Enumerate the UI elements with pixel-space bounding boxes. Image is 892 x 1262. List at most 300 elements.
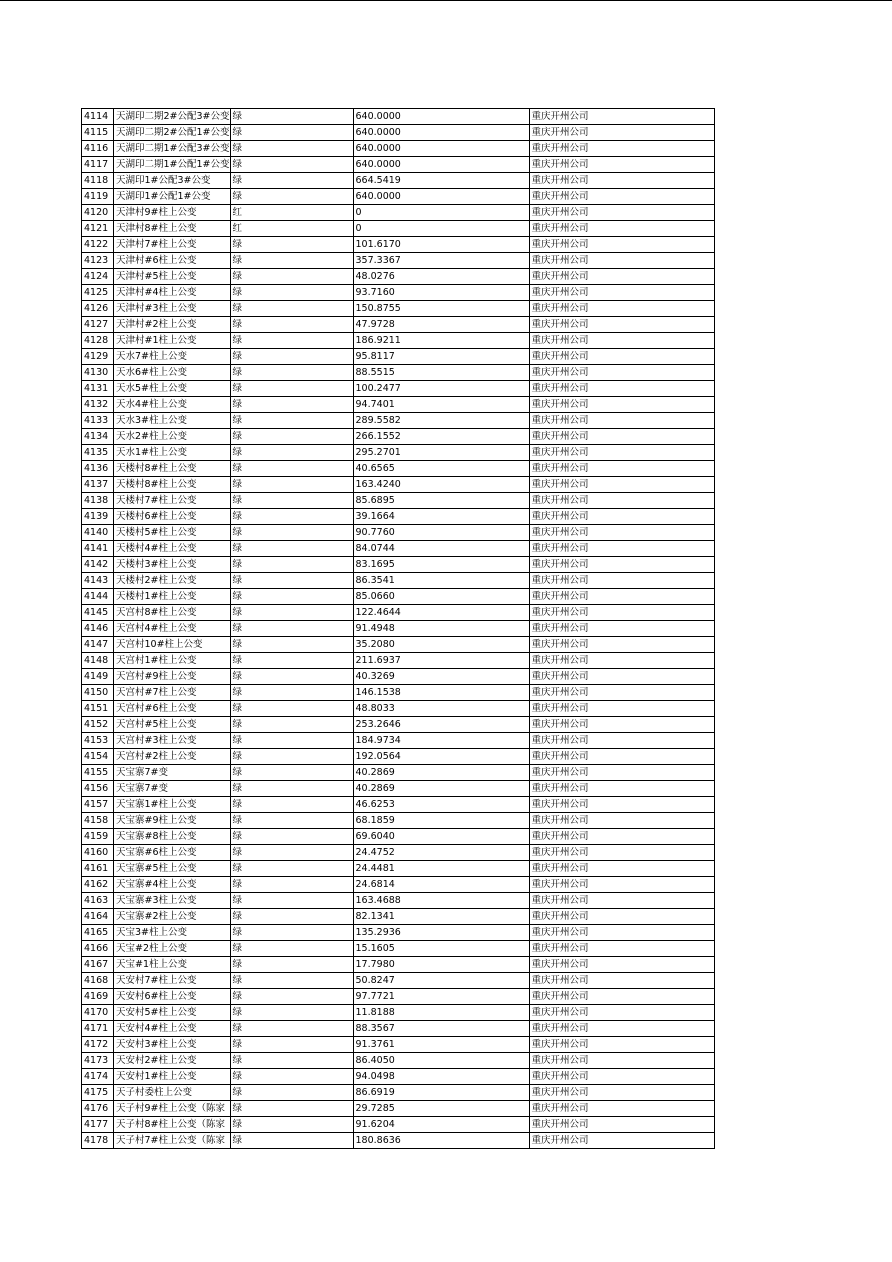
value-cell: 640.0000 xyxy=(353,189,529,205)
row-id-cell: 4123 xyxy=(82,253,114,269)
row-id-cell: 4155 xyxy=(82,765,114,781)
table-row xyxy=(82,733,715,749)
page-top-border xyxy=(0,0,892,1)
table-row xyxy=(82,285,715,301)
row-id-cell: 4171 xyxy=(82,1021,114,1037)
status-cell: 绿 xyxy=(230,573,353,589)
company-cell: 重庆开州公司 xyxy=(529,557,714,573)
value-cell: 40.6565 xyxy=(353,461,529,477)
transformer-name-cell: 天宫村#5柱上公变 xyxy=(114,717,231,733)
company-cell: 重庆开州公司 xyxy=(529,349,714,365)
status-cell: 绿 xyxy=(230,701,353,717)
row-id-cell: 4161 xyxy=(82,861,114,877)
value-cell: 83.1695 xyxy=(353,557,529,573)
status-cell: 绿 xyxy=(230,541,353,557)
status-cell: 绿 xyxy=(230,749,353,765)
transformer-name-cell: 天楼村4#柱上公变 xyxy=(114,541,231,557)
table-row xyxy=(82,957,715,973)
row-id-cell: 4151 xyxy=(82,701,114,717)
table-row xyxy=(82,1085,715,1101)
value-cell: 68.1859 xyxy=(353,813,529,829)
table-row xyxy=(82,989,715,1005)
row-id-cell: 4163 xyxy=(82,893,114,909)
value-cell: 86.6919 xyxy=(353,1085,529,1101)
transformer-name-cell: 天宝寨#8柱上公变 xyxy=(114,829,231,845)
status-cell: 绿 xyxy=(230,1085,353,1101)
status-cell: 绿 xyxy=(230,269,353,285)
transformer-name-cell: 天楼村1#柱上公变 xyxy=(114,589,231,605)
row-id-cell: 4126 xyxy=(82,301,114,317)
row-id-cell: 4148 xyxy=(82,653,114,669)
row-id-cell: 4165 xyxy=(82,925,114,941)
status-cell: 绿 xyxy=(230,685,353,701)
transformer-name-cell: 天宫村#2柱上公变 xyxy=(114,749,231,765)
company-cell: 重庆开州公司 xyxy=(529,173,714,189)
table-row xyxy=(82,653,715,669)
table-row xyxy=(82,269,715,285)
status-cell: 绿 xyxy=(230,1101,353,1117)
value-cell: 266.1552 xyxy=(353,429,529,445)
value-cell: 0 xyxy=(353,221,529,237)
transformer-name-cell: 天宫村1#柱上公变 xyxy=(114,653,231,669)
company-cell: 重庆开州公司 xyxy=(529,509,714,525)
value-cell: 29.7285 xyxy=(353,1101,529,1117)
table-row xyxy=(82,397,715,413)
status-cell: 绿 xyxy=(230,845,353,861)
value-cell: 97.7721 xyxy=(353,989,529,1005)
row-id-cell: 4153 xyxy=(82,733,114,749)
row-id-cell: 4140 xyxy=(82,525,114,541)
company-cell: 重庆开州公司 xyxy=(529,1101,714,1117)
transformer-name-cell: 天楼村8#柱上公变 xyxy=(114,461,231,477)
row-id-cell: 4174 xyxy=(82,1069,114,1085)
status-cell: 绿 xyxy=(230,653,353,669)
transformer-name-cell: 天津村9#柱上公变 xyxy=(114,205,231,221)
company-cell: 重庆开州公司 xyxy=(529,1117,714,1133)
company-cell: 重庆开州公司 xyxy=(529,381,714,397)
company-cell: 重庆开州公司 xyxy=(529,989,714,1005)
table-row xyxy=(82,1117,715,1133)
transformer-name-cell: 天津村#5柱上公变 xyxy=(114,269,231,285)
transformer-name-cell: 天津村8#柱上公变 xyxy=(114,221,231,237)
company-cell: 重庆开州公司 xyxy=(529,605,714,621)
value-cell: 90.7760 xyxy=(353,525,529,541)
transformer-name-cell: 天宝寨#3柱上公变 xyxy=(114,893,231,909)
company-cell: 重庆开州公司 xyxy=(529,477,714,493)
transformer-name-cell: 天宫村#7柱上公变 xyxy=(114,685,231,701)
value-cell: 17.7980 xyxy=(353,957,529,973)
status-cell: 绿 xyxy=(230,1021,353,1037)
row-id-cell: 4160 xyxy=(82,845,114,861)
value-cell: 95.8117 xyxy=(353,349,529,365)
row-id-cell: 4118 xyxy=(82,173,114,189)
table-row xyxy=(82,685,715,701)
table-row xyxy=(82,605,715,621)
row-id-cell: 4132 xyxy=(82,397,114,413)
table-row xyxy=(82,893,715,909)
value-cell: 91.6204 xyxy=(353,1117,529,1133)
transformer-name-cell: 天津村#2柱上公变 xyxy=(114,317,231,333)
transformer-name-cell: 天宫村#3柱上公变 xyxy=(114,733,231,749)
value-cell: 289.5582 xyxy=(353,413,529,429)
company-cell: 重庆开州公司 xyxy=(529,637,714,653)
status-cell: 绿 xyxy=(230,621,353,637)
table-row xyxy=(82,1037,715,1053)
status-cell: 绿 xyxy=(230,445,353,461)
table-row xyxy=(82,205,715,221)
value-cell: 163.4240 xyxy=(353,477,529,493)
company-cell: 重庆开州公司 xyxy=(529,813,714,829)
value-cell: 180.8636 xyxy=(353,1133,529,1149)
table-row xyxy=(82,973,715,989)
transformer-name-cell: 天宝寨#6柱上公变 xyxy=(114,845,231,861)
value-cell: 24.4752 xyxy=(353,845,529,861)
transformer-name-cell: 天安村2#柱上公变 xyxy=(114,1053,231,1069)
value-cell: 11.8188 xyxy=(353,1005,529,1021)
transformer-name-cell: 天宫村4#柱上公变 xyxy=(114,621,231,637)
table-row xyxy=(82,509,715,525)
value-cell: 40.3269 xyxy=(353,669,529,685)
table-row xyxy=(82,765,715,781)
transformer-name-cell: 天湖印1#公配3#公变 xyxy=(114,173,231,189)
transformer-name-cell: 天水7#柱上公变 xyxy=(114,349,231,365)
transformer-name-cell: 天宝寨#4柱上公变 xyxy=(114,877,231,893)
transformer-name-cell: 天楼村6#柱上公变 xyxy=(114,509,231,525)
transformer-name-cell: 天宝寨7#变 xyxy=(114,781,231,797)
value-cell: 163.4688 xyxy=(353,893,529,909)
row-id-cell: 4136 xyxy=(82,461,114,477)
transformer-name-cell: 天楼村5#柱上公变 xyxy=(114,525,231,541)
value-cell: 135.2936 xyxy=(353,925,529,941)
row-id-cell: 4144 xyxy=(82,589,114,605)
row-id-cell: 4147 xyxy=(82,637,114,653)
row-id-cell: 4131 xyxy=(82,381,114,397)
value-cell: 88.3567 xyxy=(353,1021,529,1037)
company-cell: 重庆开州公司 xyxy=(529,317,714,333)
company-cell: 重庆开州公司 xyxy=(529,525,714,541)
status-cell: 绿 xyxy=(230,1037,353,1053)
company-cell: 重庆开州公司 xyxy=(529,829,714,845)
company-cell: 重庆开州公司 xyxy=(529,141,714,157)
row-id-cell: 4167 xyxy=(82,957,114,973)
transformer-name-cell: 天湖印二期2#公配3#公变 xyxy=(114,109,231,125)
value-cell: 211.6937 xyxy=(353,653,529,669)
company-cell: 重庆开州公司 xyxy=(529,301,714,317)
status-cell: 绿 xyxy=(230,397,353,413)
row-id-cell: 4139 xyxy=(82,509,114,525)
status-cell: 绿 xyxy=(230,525,353,541)
table-row xyxy=(82,253,715,269)
row-id-cell: 4115 xyxy=(82,125,114,141)
table-row xyxy=(82,541,715,557)
row-id-cell: 4175 xyxy=(82,1085,114,1101)
company-cell: 重庆开州公司 xyxy=(529,797,714,813)
value-cell: 357.3367 xyxy=(353,253,529,269)
value-cell: 295.2701 xyxy=(353,445,529,461)
transformer-name-cell: 天安村4#柱上公变 xyxy=(114,1021,231,1037)
company-cell: 重庆开州公司 xyxy=(529,1037,714,1053)
row-id-cell: 4158 xyxy=(82,813,114,829)
transformer-name-cell: 天安村6#柱上公变 xyxy=(114,989,231,1005)
row-id-cell: 4127 xyxy=(82,317,114,333)
company-cell: 重庆开州公司 xyxy=(529,685,714,701)
status-cell: 绿 xyxy=(230,989,353,1005)
value-cell: 69.6040 xyxy=(353,829,529,845)
status-cell: 绿 xyxy=(230,509,353,525)
status-cell: 绿 xyxy=(230,1053,353,1069)
status-cell: 绿 xyxy=(230,589,353,605)
transformer-name-cell: 天宝寨#2柱上公变 xyxy=(114,909,231,925)
status-cell: 绿 xyxy=(230,109,353,125)
row-id-cell: 4142 xyxy=(82,557,114,573)
status-cell: 绿 xyxy=(230,461,353,477)
table-row xyxy=(82,413,715,429)
company-cell: 重庆开州公司 xyxy=(529,253,714,269)
value-cell: 186.9211 xyxy=(353,333,529,349)
row-id-cell: 4117 xyxy=(82,157,114,173)
transformer-name-cell: 天楼村8#柱上公变 xyxy=(114,477,231,493)
status-cell: 绿 xyxy=(230,1117,353,1133)
status-cell: 绿 xyxy=(230,365,353,381)
row-id-cell: 4116 xyxy=(82,141,114,157)
status-cell: 绿 xyxy=(230,733,353,749)
company-cell: 重庆开州公司 xyxy=(529,1005,714,1021)
value-cell: 46.6253 xyxy=(353,797,529,813)
transformer-name-cell: 天津村#4柱上公变 xyxy=(114,285,231,301)
transformer-name-cell: 天津村#3柱上公变 xyxy=(114,301,231,317)
company-cell: 重庆开州公司 xyxy=(529,445,714,461)
transformer-name-cell: 天安村5#柱上公变 xyxy=(114,1005,231,1021)
transformer-name-cell: 天子村委柱上公变 xyxy=(114,1085,231,1101)
value-cell: 91.3761 xyxy=(353,1037,529,1053)
transformer-name-cell: 天宫村8#柱上公变 xyxy=(114,605,231,621)
transformer-name-cell: 天水6#柱上公变 xyxy=(114,365,231,381)
company-cell: 重庆开州公司 xyxy=(529,493,714,509)
value-cell: 15.1605 xyxy=(353,941,529,957)
status-cell: 绿 xyxy=(230,285,353,301)
company-cell: 重庆开州公司 xyxy=(529,845,714,861)
table-row xyxy=(82,589,715,605)
value-cell: 640.0000 xyxy=(353,125,529,141)
status-cell: 绿 xyxy=(230,1005,353,1021)
status-cell: 绿 xyxy=(230,957,353,973)
value-cell: 82.1341 xyxy=(353,909,529,925)
table-row xyxy=(82,1021,715,1037)
value-cell: 150.8755 xyxy=(353,301,529,317)
row-id-cell: 4166 xyxy=(82,941,114,957)
company-cell: 重庆开州公司 xyxy=(529,461,714,477)
value-cell: 122.4644 xyxy=(353,605,529,621)
status-cell: 绿 xyxy=(230,333,353,349)
table-row xyxy=(82,173,715,189)
table-row xyxy=(82,493,715,509)
table-row xyxy=(82,845,715,861)
company-cell: 重庆开州公司 xyxy=(529,285,714,301)
company-cell: 重庆开州公司 xyxy=(529,365,714,381)
transformer-name-cell: 天安村7#柱上公变 xyxy=(114,973,231,989)
row-id-cell: 4145 xyxy=(82,605,114,621)
transformer-name-cell: 天宝#2柱上公变 xyxy=(114,941,231,957)
company-cell: 重庆开州公司 xyxy=(529,1069,714,1085)
transformer-name-cell: 天水2#柱上公变 xyxy=(114,429,231,445)
status-cell: 绿 xyxy=(230,717,353,733)
table-row xyxy=(82,429,715,445)
transformer-name-cell: 天安村1#柱上公变 xyxy=(114,1069,231,1085)
transformer-name-cell: 天宝寨#9柱上公变 xyxy=(114,813,231,829)
table-row xyxy=(82,221,715,237)
table-row xyxy=(82,1069,715,1085)
company-cell: 重庆开州公司 xyxy=(529,973,714,989)
transformer-name-cell: 天水1#柱上公变 xyxy=(114,445,231,461)
row-id-cell: 4178 xyxy=(82,1133,114,1149)
value-cell: 101.6170 xyxy=(353,237,529,253)
status-cell: 绿 xyxy=(230,861,353,877)
row-id-cell: 4122 xyxy=(82,237,114,253)
table-row xyxy=(82,381,715,397)
value-cell: 24.4481 xyxy=(353,861,529,877)
company-cell: 重庆开州公司 xyxy=(529,925,714,941)
transformer-name-cell: 天宝3#柱上公变 xyxy=(114,925,231,941)
value-cell: 40.2869 xyxy=(353,765,529,781)
company-cell: 重庆开州公司 xyxy=(529,653,714,669)
row-id-cell: 4119 xyxy=(82,189,114,205)
status-cell: 绿 xyxy=(230,413,353,429)
status-cell: 绿 xyxy=(230,669,353,685)
company-cell: 重庆开州公司 xyxy=(529,749,714,765)
company-cell: 重庆开州公司 xyxy=(529,861,714,877)
table-row xyxy=(82,477,715,493)
status-cell: 绿 xyxy=(230,189,353,205)
row-id-cell: 4129 xyxy=(82,349,114,365)
table-row xyxy=(82,573,715,589)
value-cell: 40.2869 xyxy=(353,781,529,797)
value-cell: 640.0000 xyxy=(353,157,529,173)
value-cell: 0 xyxy=(353,205,529,221)
value-cell: 640.0000 xyxy=(353,141,529,157)
transformer-name-cell: 天湖印二期2#公配1#公变 xyxy=(114,125,231,141)
table-row xyxy=(82,557,715,573)
transformer-name-cell: 天宫村10#柱上公变 xyxy=(114,637,231,653)
status-cell: 绿 xyxy=(230,125,353,141)
table-row xyxy=(82,349,715,365)
row-id-cell: 4128 xyxy=(82,333,114,349)
transformer-name-cell: 天子村7#柱上公变（陈家 xyxy=(114,1133,231,1149)
status-cell: 绿 xyxy=(230,941,353,957)
company-cell: 重庆开州公司 xyxy=(529,781,714,797)
status-cell: 绿 xyxy=(230,829,353,845)
row-id-cell: 4133 xyxy=(82,413,114,429)
status-cell: 绿 xyxy=(230,765,353,781)
row-id-cell: 4173 xyxy=(82,1053,114,1069)
row-id-cell: 4121 xyxy=(82,221,114,237)
transformer-name-cell: 天水4#柱上公变 xyxy=(114,397,231,413)
table-row xyxy=(82,1053,715,1069)
value-cell: 184.9734 xyxy=(353,733,529,749)
status-cell: 绿 xyxy=(230,493,353,509)
row-id-cell: 4157 xyxy=(82,797,114,813)
company-cell: 重庆开州公司 xyxy=(529,221,714,237)
transformer-name-cell: 天津村#6柱上公变 xyxy=(114,253,231,269)
table-row xyxy=(82,621,715,637)
value-cell: 93.7160 xyxy=(353,285,529,301)
company-cell: 重庆开州公司 xyxy=(529,589,714,605)
status-cell: 绿 xyxy=(230,781,353,797)
company-cell: 重庆开州公司 xyxy=(529,397,714,413)
row-id-cell: 4124 xyxy=(82,269,114,285)
row-id-cell: 4146 xyxy=(82,621,114,637)
table-row xyxy=(82,877,715,893)
table-row xyxy=(82,317,715,333)
status-cell: 绿 xyxy=(230,973,353,989)
status-cell: 绿 xyxy=(230,813,353,829)
company-cell: 重庆开州公司 xyxy=(529,957,714,973)
company-cell: 重庆开州公司 xyxy=(529,701,714,717)
transformer-name-cell: 天湖印二期1#公配1#公变 xyxy=(114,157,231,173)
row-id-cell: 4134 xyxy=(82,429,114,445)
row-id-cell: 4156 xyxy=(82,781,114,797)
status-cell: 绿 xyxy=(230,157,353,173)
table-row xyxy=(82,141,715,157)
status-cell: 绿 xyxy=(230,253,353,269)
value-cell: 47.9728 xyxy=(353,317,529,333)
value-cell: 48.8033 xyxy=(353,701,529,717)
status-cell: 绿 xyxy=(230,925,353,941)
company-cell: 重庆开州公司 xyxy=(529,269,714,285)
value-cell: 85.0660 xyxy=(353,589,529,605)
status-cell: 绿 xyxy=(230,173,353,189)
status-cell: 红 xyxy=(230,205,353,221)
status-cell: 绿 xyxy=(230,141,353,157)
table-row xyxy=(82,781,715,797)
status-cell: 绿 xyxy=(230,1069,353,1085)
row-id-cell: 4152 xyxy=(82,717,114,733)
company-cell: 重庆开州公司 xyxy=(529,1021,714,1037)
value-cell: 253.2646 xyxy=(353,717,529,733)
row-id-cell: 4114 xyxy=(82,109,114,125)
transformer-name-cell: 天水5#柱上公变 xyxy=(114,381,231,397)
row-id-cell: 4120 xyxy=(82,205,114,221)
value-cell: 48.0276 xyxy=(353,269,529,285)
transformer-name-cell: 天子村8#柱上公变（陈家 xyxy=(114,1117,231,1133)
value-cell: 91.4948 xyxy=(353,621,529,637)
status-cell: 绿 xyxy=(230,605,353,621)
company-cell: 重庆开州公司 xyxy=(529,573,714,589)
transformer-name-cell: 天宫村#9柱上公变 xyxy=(114,669,231,685)
table-row xyxy=(82,109,715,125)
company-cell: 重庆开州公司 xyxy=(529,125,714,141)
row-id-cell: 4159 xyxy=(82,829,114,845)
value-cell: 86.3541 xyxy=(353,573,529,589)
row-id-cell: 4149 xyxy=(82,669,114,685)
status-cell: 绿 xyxy=(230,909,353,925)
transformer-name-cell: 天湖印二期1#公配3#公变 xyxy=(114,141,231,157)
table-row xyxy=(82,237,715,253)
company-cell: 重庆开州公司 xyxy=(529,413,714,429)
transformer-table xyxy=(81,108,715,1149)
row-id-cell: 4137 xyxy=(82,477,114,493)
table-row xyxy=(82,701,715,717)
transformer-name-cell: 天宝寨#5柱上公变 xyxy=(114,861,231,877)
company-cell: 重庆开州公司 xyxy=(529,621,714,637)
status-cell: 绿 xyxy=(230,317,353,333)
company-cell: 重庆开州公司 xyxy=(529,893,714,909)
table-row xyxy=(82,797,715,813)
table-row xyxy=(82,925,715,941)
table-row xyxy=(82,909,715,925)
company-cell: 重庆开州公司 xyxy=(529,157,714,173)
row-id-cell: 4135 xyxy=(82,445,114,461)
transformer-name-cell: 天子村9#柱上公变（陈家 xyxy=(114,1101,231,1117)
